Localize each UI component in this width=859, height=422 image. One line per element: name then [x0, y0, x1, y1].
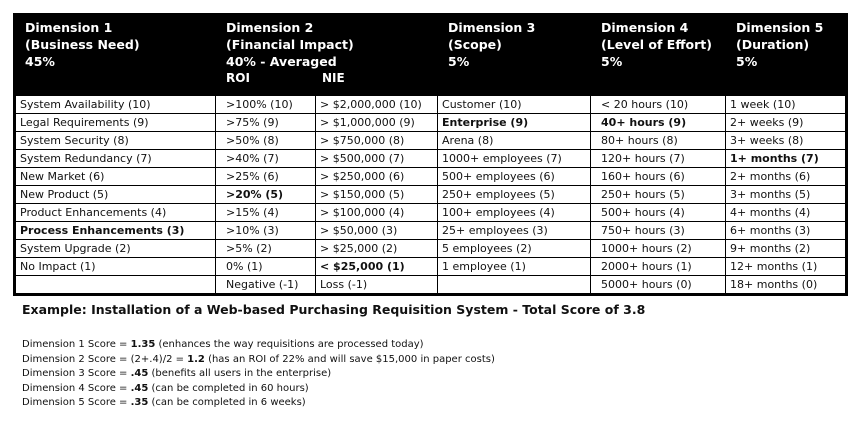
cell-nie: > $50,000 (3): [316, 222, 438, 240]
cell-nie: Loss (-1): [316, 276, 438, 295]
score-value: .45: [130, 368, 149, 379]
cell-d3: 1000+ employees (7): [438, 150, 591, 168]
table-row: [15, 240, 847, 258]
table-row: [15, 204, 847, 222]
cell-d1: [15, 276, 216, 295]
table-row: [15, 132, 847, 150]
cell-d4: 40+ hours (9): [591, 114, 726, 132]
cell-d5: 4+ months (4): [726, 204, 847, 222]
header-row: [15, 15, 847, 95]
score-prefix: Dimension 3 Score =: [22, 368, 131, 379]
header-title: Dimension 2: [226, 20, 314, 35]
cell-nie: < $25,000 (1): [316, 258, 438, 276]
cell-d3: 500+ employees (6): [438, 168, 591, 186]
cell-roi: >75% (9): [216, 114, 316, 132]
header-subcolumns: [226, 71, 428, 85]
cell-d5: 6+ months (3): [726, 222, 847, 240]
table-row: [15, 222, 847, 240]
cell-d3: 100+ employees (4): [438, 204, 591, 222]
cell-d4: 2000+ hours (1): [591, 258, 726, 276]
cell-d4: 250+ hours (5): [591, 186, 726, 204]
cell-d1: System Redundancy (7): [15, 150, 216, 168]
cell-d1: New Product (5): [15, 186, 216, 204]
cell-d4: 120+ hours (7): [591, 150, 726, 168]
header-dimension-1: [15, 15, 216, 95]
header-weight: 5%: [736, 54, 758, 69]
cell-d4: 750+ hours (3): [591, 222, 726, 240]
table-row: [15, 168, 847, 186]
cell-d5: 1 week (10): [726, 95, 847, 114]
score-prefix: Dimension 1 Score =: [22, 339, 131, 350]
header-dimension-4: [591, 15, 726, 95]
header-dimension-5: [726, 15, 847, 95]
header-weight: 5%: [601, 54, 623, 69]
cell-d1: Product Enhancements (4): [15, 204, 216, 222]
cell-d4: 5000+ hours (0): [591, 276, 726, 295]
cell-roi: >25% (6): [216, 168, 316, 186]
cell-nie: > $2,000,000 (10): [316, 95, 438, 114]
header-roi: ROI: [226, 71, 250, 85]
score-note: (has an ROI of 22% and will save $15,000 in paper costs): [204, 353, 495, 365]
score-line: [22, 382, 495, 397]
cell-d4: 160+ hours (6): [591, 168, 726, 186]
cell-roi: >40% (7): [216, 150, 316, 168]
cell-d4: 80+ hours (8): [591, 132, 726, 150]
header-title: Dimension 3: [448, 20, 536, 35]
cell-d3: 250+ employees (5): [438, 186, 591, 204]
cell-nie: > $750,000 (8): [316, 132, 438, 150]
cell-d3: Enterprise (9): [438, 114, 591, 132]
header-weight: 5%: [448, 54, 470, 69]
cell-roi: Negative (-1): [216, 276, 316, 295]
scoring-table: [13, 13, 848, 296]
score-value: 1.35: [130, 339, 156, 350]
header-dimension-2: [216, 15, 438, 95]
cell-roi: >50% (8): [216, 132, 316, 150]
score-note: (can be completed in 60 hours): [148, 382, 309, 394]
score-note: (enhances the way requisitions are processed today): [155, 339, 424, 350]
cell-d5: 12+ months (1): [726, 258, 847, 276]
cell-d1: System Availability (10): [15, 95, 216, 114]
cell-d4: < 20 hours (10): [591, 95, 726, 114]
cell-d5: 3+ weeks (8): [726, 132, 847, 150]
score-prefix: Dimension 2 Score = (2+.4)/2 =: [22, 353, 188, 365]
cell-roi: >100% (10): [216, 95, 316, 114]
cell-d3: 5 employees (2): [438, 240, 591, 258]
cell-nie: > $100,000 (4): [316, 204, 438, 222]
cell-nie: > $1,000,000 (9): [316, 114, 438, 132]
cell-d5: 2+ months (6): [726, 168, 847, 186]
score-list: [22, 338, 495, 411]
score-line: [22, 338, 495, 353]
cell-roi: 0% (1): [216, 258, 316, 276]
cell-d3: [438, 276, 591, 295]
cell-nie: > $25,000 (2): [316, 240, 438, 258]
cell-d3: 25+ employees (3): [438, 222, 591, 240]
header-subtitle: (Level of Effort): [601, 37, 712, 52]
score-line: [22, 353, 495, 368]
header-title: Dimension 1: [25, 20, 113, 35]
header-dimension-3: [438, 15, 591, 95]
cell-d4: 500+ hours (4): [591, 204, 726, 222]
cell-d1: No Impact (1): [15, 258, 216, 276]
score-prefix: Dimension 4 Score =: [22, 382, 131, 394]
header-nie: NIE: [322, 71, 345, 85]
cell-d4: 1000+ hours (2): [591, 240, 726, 258]
cell-d3: Arena (8): [438, 132, 591, 150]
cell-d1: Legal Requirements (9): [15, 114, 216, 132]
table-row: [15, 258, 847, 276]
cell-nie: > $150,000 (5): [316, 186, 438, 204]
header-subtitle: (Scope): [448, 37, 502, 52]
cell-d5: 1+ months (7): [726, 150, 847, 168]
cell-d1: System Upgrade (2): [15, 240, 216, 258]
score-value: .35: [130, 397, 149, 408]
cell-d3: Customer (10): [438, 95, 591, 114]
score-note: (can be completed in 6 weeks): [148, 397, 306, 408]
cell-d5: 18+ months (0): [726, 276, 847, 295]
cell-nie: > $250,000 (6): [316, 168, 438, 186]
table-body: [15, 95, 847, 295]
cell-d1: System Security (8): [15, 132, 216, 150]
cell-d5: 9+ months (2): [726, 240, 847, 258]
table-row: [15, 276, 847, 295]
table-row: [15, 186, 847, 204]
cell-d1: Process Enhancements (3): [15, 222, 216, 240]
cell-d1: New Market (6): [15, 168, 216, 186]
cell-d3: 1 employee (1): [438, 258, 591, 276]
score-line: [22, 367, 495, 382]
table-row: [15, 114, 847, 132]
cell-roi: >5% (2): [216, 240, 316, 258]
score-note: (benefits all users in the enterprise): [148, 368, 332, 379]
header-title: Dimension 5: [736, 20, 824, 35]
header-subtitle: (Business Need): [25, 37, 140, 52]
cell-d5: 3+ months (5): [726, 186, 847, 204]
cell-roi: >10% (3): [216, 222, 316, 240]
cell-nie: > $500,000 (7): [316, 150, 438, 168]
header-weight: 40% - Averaged: [226, 54, 337, 69]
header-subtitle: (Duration): [736, 37, 810, 52]
header-weight: 45%: [25, 54, 55, 69]
cell-d5: 2+ weeks (9): [726, 114, 847, 132]
cell-roi: >15% (4): [216, 204, 316, 222]
score-line: [22, 396, 495, 411]
cell-roi: >20% (5): [216, 186, 316, 204]
table-row: [15, 95, 847, 114]
example-title: Example: Installation of a Web-based Purchasing Requisition System - Total Score of 3.8: [22, 302, 646, 317]
score-value: 1.2: [187, 353, 205, 365]
header-title: Dimension 4: [601, 20, 689, 35]
score-prefix: Dimension 5 Score =: [22, 397, 131, 408]
table-row: [15, 150, 847, 168]
header-subtitle: (Financial Impact): [226, 37, 354, 52]
score-value: .45: [130, 382, 149, 394]
